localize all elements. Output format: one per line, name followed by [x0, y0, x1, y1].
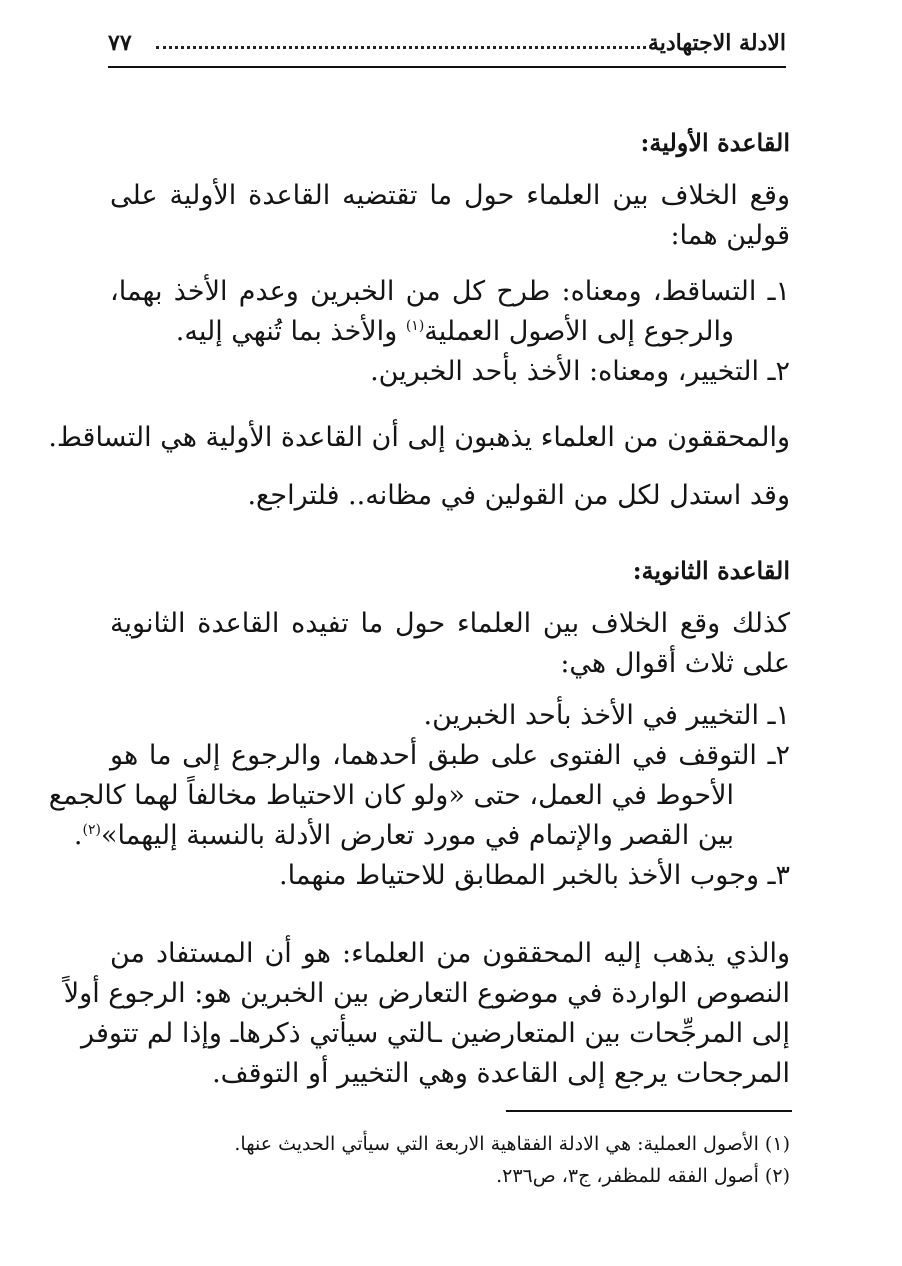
text-line: كذلك وقع الخلاف بين العلماء حول ما تفيده القاعدة الثانوية — [110, 608, 790, 639]
list-item: ٣ـ وجوب الأخذ بالخبر المطابق للاحتياط منهما. — [279, 860, 790, 891]
list-item: ٢ـ التوقف في الفتوى على طبق أحدهما، والرجوع إلى ما هو — [110, 740, 790, 771]
section1-intro — [110, 176, 790, 256]
section1-conclusion — [48, 418, 790, 458]
text-line: والمحققون من العلماء يذهبون إلى أن القاعدة الأولية هي التساقط. — [48, 422, 790, 453]
section1-heading-block — [640, 128, 790, 157]
footnotes — [234, 1128, 790, 1192]
footnote-ref: (١) — [405, 318, 425, 334]
page-number: ٧٧ — [108, 30, 132, 56]
chapter-title: الادلة الاجتهادية — [647, 30, 786, 56]
list-item: ١ـ التخيير في الأخذ بأحد الخبرين. — [423, 700, 790, 731]
text-line: وقع الخلاف بين العلماء حول ما تقتضيه القاعدة الأولية على — [110, 180, 790, 211]
header-rule — [108, 66, 786, 68]
footnote-ref: (٢) — [82, 822, 101, 838]
text-span: والرجوع إلى الأصول العملية — [424, 316, 734, 347]
section2-list — [49, 696, 790, 896]
text-line: والذي يذهب إليه المحققون من العلماء: هو أن المستفاد من — [110, 938, 790, 969]
list-item-continuation — [110, 312, 734, 352]
text-line: إلى المرجِّحات بين المتعارضين ـالتي سيأتي ذكرهاـ وإذا لم تتوفر — [81, 1018, 790, 1049]
header-dot-leader — [156, 46, 646, 49]
footnote-1: (١) الأصول العملية: هي الادلة الفقاهية الاربعة التي سيأتي الحديث عنها. — [234, 1133, 790, 1155]
section2-intro — [110, 604, 790, 684]
list-item: ١ـ التساقط، ومعناه: طرح كل من الخبرين وعدم الأخذ بهما، — [110, 276, 790, 307]
text-line: قولين هما: — [670, 220, 790, 251]
text-span: . — [73, 820, 83, 851]
text-line: وقد استدل لكل من القولين في مظانه.. فلتراجع. — [247, 480, 790, 511]
text-span: بين القصر والإتمام في مورد تعارض الأدلة بالنسبة إليهما» — [100, 820, 734, 851]
list-item: ٢ـ التخيير، ومعناه: الأخذ بأحد الخبرين. — [370, 356, 790, 387]
text-span: والأخذ بما تُنهي إليه. — [175, 316, 406, 347]
running-header — [108, 28, 786, 64]
final-paragraph — [63, 934, 790, 1094]
section1-list — [110, 272, 790, 392]
text-line: النصوص الواردة في موضوع التعارض بين الخبرين هو: الرجوع أولاً — [63, 978, 790, 1009]
footnote-separator — [506, 1110, 792, 1112]
section1-heading: القاعدة الأولية: — [640, 128, 790, 157]
text-line: المرجحات يرجع إلى القاعدة وهي التخيير أو التوقف. — [212, 1058, 790, 1089]
section2-heading: القاعدة الثانوية: — [632, 556, 790, 585]
list-item-continuation — [49, 816, 734, 856]
footnote-2: (٢) أصول الفقه للمظفر، ج٣، ص٢٣٦. — [496, 1165, 790, 1187]
section2-heading-block — [633, 556, 790, 585]
text-line: على ثلاث أقوال هي: — [560, 648, 790, 679]
section1-note — [247, 476, 790, 516]
list-item-continuation: الأحوط في العمل، حتى «ولو كان الاحتياط مخالفاً لهما كالجمع — [48, 780, 734, 811]
